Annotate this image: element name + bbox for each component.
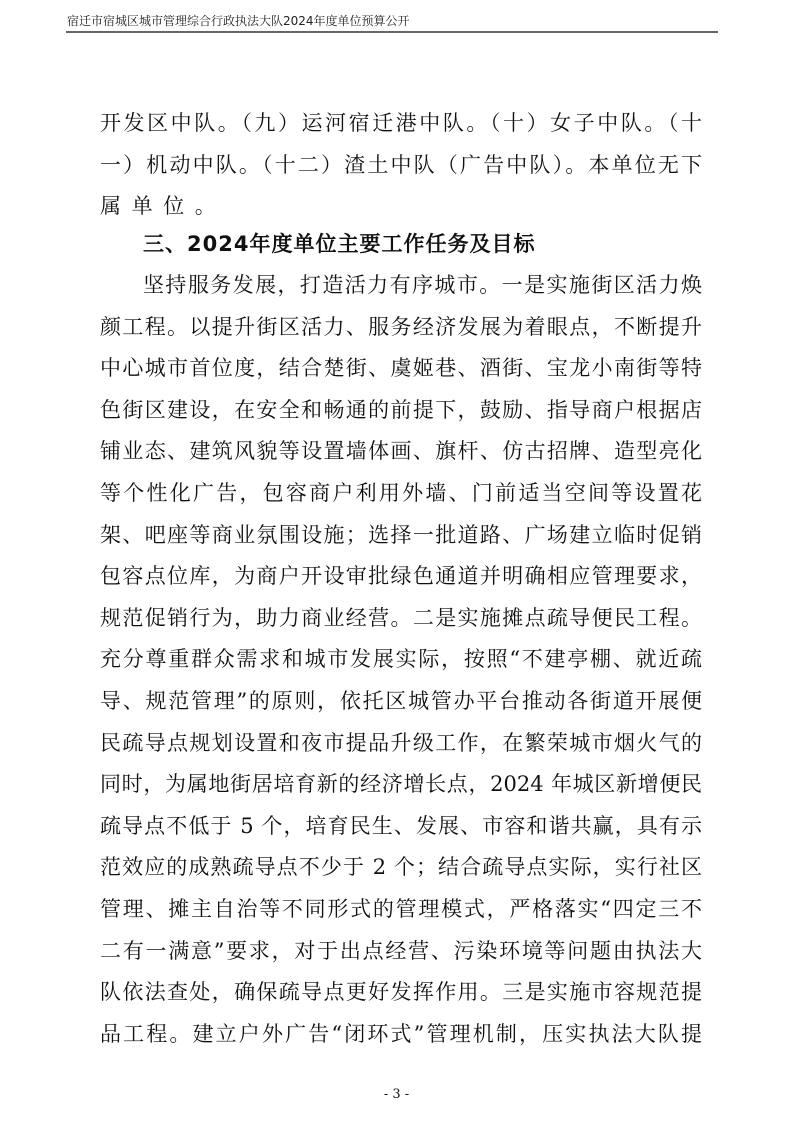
text-line: 队依法查处，确保疏导点更好发挥作用。三是实施市容规范提: [100, 980, 702, 1005]
text-line: 二有一满意”要求，对于出点经营、污染环境等问题由执法大: [100, 938, 702, 963]
text-line: 颜工程。以提升街区活力、服务经济发展为着眼点，不断提升: [100, 314, 702, 339]
text-line: 民疏导点规划设置和夜市提品升级工作，在繁荣城市烟火气的: [100, 730, 702, 755]
text-line: 品工程。建立户外广告“闭环式”管理机制，压实执法大队提: [100, 1021, 702, 1046]
section-heading: 三、2024年度单位主要工作任务及目标: [143, 232, 536, 256]
text-line: 坚持服务发展，打造活力有序城市。一是实施街区活力焕: [143, 273, 702, 297]
text-line: 导、规范管理”的原则，依托区城管办平台推动各街道开展便: [100, 689, 702, 713]
text-line: 范效应的成熟疏导点不少于 2 个；结合疏导点实际，实行社区: [100, 855, 702, 880]
text-line: 中心城市首位度，结合楚街、虞姬巷、酒街、宝龙小南街等特: [100, 356, 702, 381]
text-line: 开发区中队。（九）运河宿迁港中队。（十）女子中队。（十: [100, 111, 702, 135]
text-line: 色街区建设，在安全和畅通的前提下，鼓励、指导商户根据店: [100, 397, 702, 422]
text-line: 规范促销行为，助力商业经营。二是实施摊点疏导便民工程。: [100, 605, 702, 630]
text-line: 包容点位库，为商户开设审批绿色通道并明确相应管理要求，: [100, 564, 702, 589]
text-line: 等个性化广告，包容商户利用外墙、门前适当空间等设置花: [100, 481, 702, 505]
text-line: 管理、摊主自治等不同形式的管理模式，严格落实“四定三不: [100, 897, 702, 921]
page-number: - 3 -: [383, 1087, 410, 1102]
header-rule: [66, 31, 718, 33]
running-header: 宿迁市宿城区城市管理综合行政执法大队2024年度单位预算公开: [67, 14, 410, 28]
text-line: 同时，为属地街居培育新的经济增长点，2024 年城区新增便民: [100, 772, 702, 797]
text-line: 属单位。: [100, 194, 227, 218]
text-line: 铺业态、建筑风貌等设置墙体画、旗杆、仿古招牌、造型亮化: [100, 439, 702, 464]
text-line: 疏导点不低于 5 个，培育民生、发展、市容和谐共赢，具有示: [100, 813, 702, 838]
text-line: 架、吧座等商业氛围设施；选择一批道路、广场建立临时促销: [100, 522, 702, 547]
text-line: 充分尊重群众需求和城市发展实际，按照“不建亭棚、就近疏: [100, 647, 702, 672]
text-line: 一）机动中队。（十二）渣土中队（广告中队）。本单位无下: [100, 153, 702, 177]
